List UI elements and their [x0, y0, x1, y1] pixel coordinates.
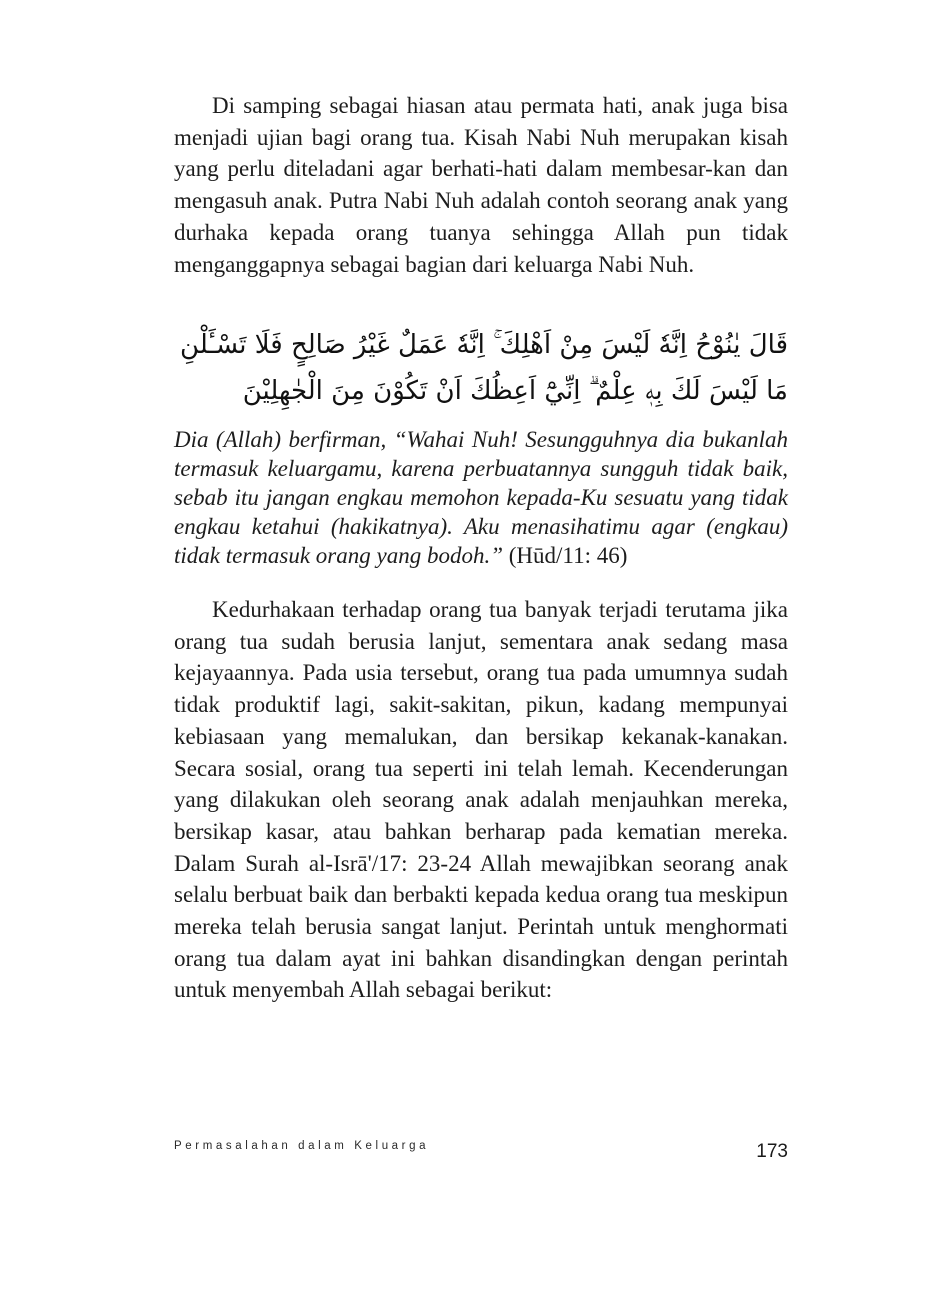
page-number: 173 — [756, 1141, 788, 1162]
body-paragraph-1: Di samping sebagai hiasan atau permata hati, anak juga bisa menjadi ujian bagi orang tua. Kisah Nabi Nuh merupakan kisah yang perlu diteladani agar berhati-hati dalam membesar-kan dan mengasuh anak. Putra Nabi Nuh adalah contoh seorang anak yang durhaka kepada orang tuanya sehingga Allah pun tidak menganggapnya sebagai bagian dari keluarga Nabi Nuh. — [174, 93, 788, 277]
body-paragraph-2: Kedurhakaan terhadap orang tua banyak terjadi terutama jika orang tua sudah berusia lanjut, sementara anak sedang masa kejayaannya. Pada usia tersebut, orang tua pada umumnya sudah tidak produktif lagi, sakit-sakitan, pikun, kadang mempunyai kebiasaan yang memalukan, dan bersikap kekanak-kanakan. Secara sosial, orang tua seperti ini telah lemah. Kecenderungan yang dilakukan oleh seorang anak adalah menjauhkan mereka, bersikap kasar, atau bahkan berharap pada kematian mereka. Dalam Surah al-Isrā'/17: 23-24 Allah mewajibkan seorang anak selalu berbuat baik dan berbakti kepada kedua orang tua meskipun mereka telah berusia sangat lanjut. Perintah untuk menghormati orang tua dalam ayat ini bahkan disandingkan dengan perintah untuk menyembah Allah sebagai berikut: — [174, 597, 788, 1003]
running-footer-title: Permasalahan dalam Keluarga — [174, 1140, 430, 1152]
translation-text: Dia (Allah) berfirman, “Wahai Nuh! Sesungguhnya dia bukanlah termasuk keluargamu, karena perbuatannya sungguh tidak baik, sebab itu jangan engkau memohon kepada-Ku sesuatu yang tidak engkau ketahui (hakikatnya). Aku menasihatimu agar (engkau) tidak termasuk orang yang bodoh.” — [174, 427, 788, 568]
verse-translation — [174, 425, 788, 570]
arabic-quran-verse: قَالَ يٰنُوْحُ اِنَّهٗ لَيْسَ مِنْ اَهْلِكَ ۚ اِنَّهٗ عَمَلٌ غَيْرُ صَالِحٍ فَلَا تَسْـَٔلْنِ مَا لَيْسَ لَكَ بِهٖ عِلْمٌ ۗ اِنِّيْٓ اَعِظُكَ اَنْ تَكُوْنَ مِنَ الْجٰهِلِيْنَ — [180, 330, 788, 406]
verse-reference: (Hūd/11: 46) — [508, 543, 628, 568]
